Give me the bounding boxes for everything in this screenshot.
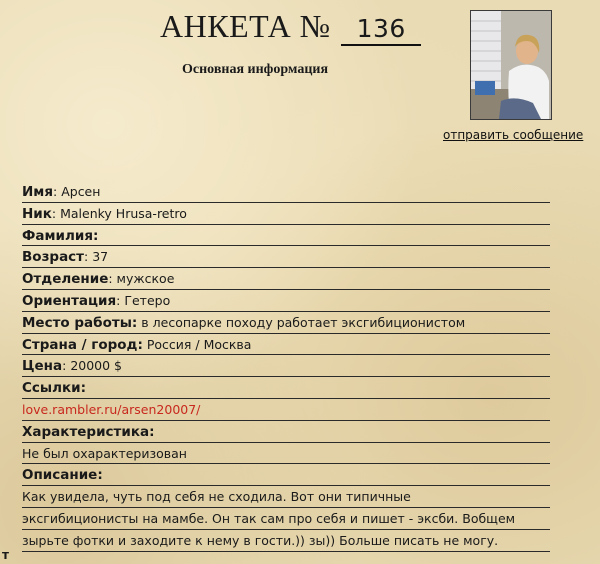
description-text: эксгибиционисты на мамбе. Он так сам про себя и пишет - эксби. Вобщем (22, 510, 516, 526)
field-characteristic-value (22, 443, 550, 465)
field-label: Место работы (22, 314, 132, 331)
corner-mark: т (2, 548, 9, 562)
field-value: Арсен (61, 184, 101, 199)
field-value: Гетеро (124, 292, 171, 308)
field-characteristic-label: Характеристика: (22, 421, 550, 443)
field-price: Цена: 20000 $ (22, 355, 550, 377)
field-value: Россия / Москва (146, 336, 252, 352)
field-label: Возраст (22, 249, 85, 266)
field-label: Цена (22, 358, 63, 375)
field-work: Место работы: в лесопарке походу работает эксгибиционистом (22, 312, 550, 334)
profile-form (22, 181, 550, 552)
field-value: 37 (92, 249, 109, 265)
page-title (160, 8, 421, 52)
field-label: Отделение (22, 271, 109, 288)
field-description-label: Описание: (22, 464, 550, 486)
field-country: Страна / город: Россия / Москва (22, 334, 550, 356)
field-label: Ник (22, 205, 52, 222)
field-label: Фамилия (22, 227, 94, 244)
field-links-value (22, 399, 550, 421)
field-value: в лесопарке походу работает эксгибиционистом (141, 314, 466, 330)
description-line (22, 508, 550, 530)
field-value: мужское (116, 271, 175, 287)
description-text: Как увидела, чуть под себя не сходила. Вот они типичные (22, 489, 411, 505)
description-line (22, 486, 550, 508)
title-text: АНКЕТА № (160, 8, 331, 44)
section-subtitle: Основная информация (182, 62, 329, 77)
field-department: Отделение: мужское (22, 268, 550, 290)
field-value: Не был охарактеризован (22, 445, 187, 461)
field-label: Характеристика (22, 423, 150, 440)
field-label: Описание (22, 467, 98, 484)
field-surname: Фамилия: (22, 225, 550, 247)
profile-number: 136 (341, 14, 421, 46)
field-links-label: Ссылки: (22, 377, 550, 399)
profile-photo[interactable] (470, 10, 552, 120)
description-text: зырьте фотки и заходите к нему в гости.)) зы)) Больше писать не могу. (22, 532, 499, 548)
field-value: Malenky Hrusa-retro (60, 205, 187, 221)
field-orientation: Ориентация: Гетеро (22, 290, 550, 312)
send-message-link[interactable]: отправить сообщение (443, 128, 584, 142)
user-photo-icon (471, 11, 551, 119)
field-label: Ссылки (22, 380, 81, 397)
description-line (22, 530, 550, 552)
field-value: 20000 $ (70, 358, 123, 374)
profile-link[interactable]: love.rambler.ru/arsen20007/ (22, 401, 201, 417)
field-age: Возраст: 37 (22, 246, 550, 268)
field-name: Имя: Арсен (22, 181, 550, 203)
field-label: Страна / город (22, 336, 138, 353)
field-label: Ориентация (22, 292, 117, 309)
field-label: Имя (22, 184, 54, 200)
field-nick: Ник: Malenky Hrusa-retro (22, 203, 550, 225)
